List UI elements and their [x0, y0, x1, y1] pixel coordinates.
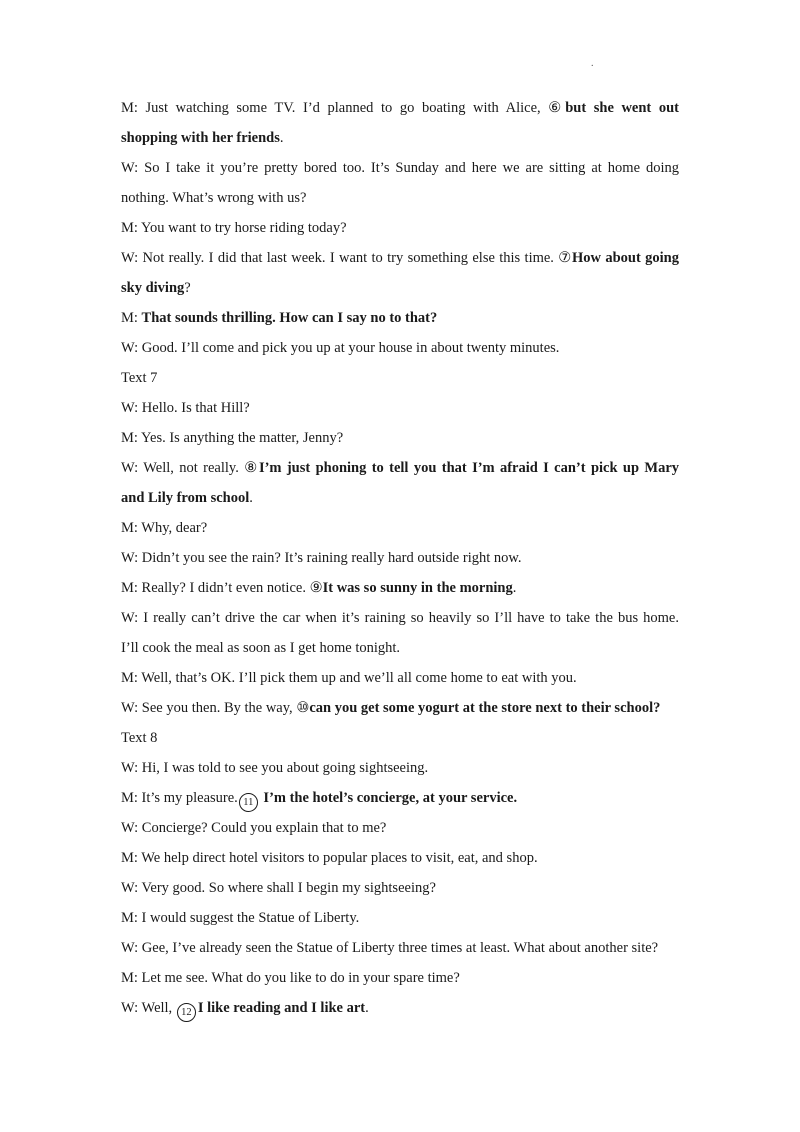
- transcript-line: [121, 213, 679, 243]
- transcript-line: [121, 423, 679, 453]
- line-text: W: See you then. By the way,: [121, 700, 297, 716]
- transcript-line: [121, 933, 679, 963]
- line-text: .: [512, 580, 517, 596]
- transcript-line: [121, 813, 679, 843]
- line-text: W: Gee, I’ve already seen the Statue of Liberty three times at least. What about another site?: [121, 940, 659, 956]
- line-text: .: [279, 130, 284, 146]
- transcript-line: [121, 543, 679, 573]
- line-text: M: We help direct hotel visitors to popular places to visit, eat, and shop.: [121, 850, 538, 866]
- line-text: M: I would suggest the Statue of Liberty.: [121, 910, 360, 926]
- line-text: .: [249, 490, 253, 506]
- transcript-line: [121, 273, 679, 303]
- transcript-line: [121, 783, 679, 813]
- line-text: Text 7: [121, 370, 158, 386]
- transcript-line: [121, 393, 679, 423]
- transcript-line: [121, 723, 679, 753]
- bold-answer-text: shopping with her friends: [121, 130, 280, 146]
- line-text: M: It’s my pleasure.: [121, 790, 238, 806]
- bold-answer-text: How about going: [572, 250, 679, 266]
- transcript-line: [121, 693, 679, 723]
- line-text: ?: [184, 280, 191, 296]
- transcript-line: [121, 873, 679, 903]
- page-mark: .: [591, 58, 594, 69]
- bold-answer-text: can you get some yogurt at the store next to their school?: [309, 700, 661, 716]
- bold-answer-text: It was so sunny in the morning: [322, 580, 513, 596]
- bold-answer-text: That sounds thrilling. How can I say no to that?: [141, 310, 438, 326]
- line-text: I’ll cook the meal as soon as I get home tonight.: [121, 640, 401, 656]
- line-text: W: So I take it you’re pretty bored too. It’s Sunday and here we are sitting at home doing: [121, 160, 679, 176]
- line-text: W: I really can’t drive the car when it’s raining so heavily so I’ll have to take the bus home.: [121, 610, 679, 626]
- line-text: W: Concierge? Could you explain that to me?: [121, 820, 387, 836]
- transcript-line: [121, 333, 679, 363]
- transcript-line: [121, 513, 679, 543]
- line-text: Text 8: [121, 730, 158, 746]
- transcript-line: [121, 453, 679, 483]
- line-text: W: Well, not really.: [121, 460, 245, 476]
- line-text: M: Why, dear?: [121, 520, 208, 536]
- transcript-line: [121, 903, 679, 933]
- line-text: W: Good. I’ll come and pick you up at your house in about twenty minutes.: [121, 340, 560, 356]
- line-text: W: Didn’t you see the rain? It’s raining really hard outside right now.: [121, 550, 522, 566]
- transcript-line: [121, 183, 679, 213]
- line-text: ⑦: [558, 250, 572, 266]
- line-text: M: Well, that’s OK. I’ll pick them up and we’ll all come home to eat with you.: [121, 670, 577, 686]
- line-text: M:: [121, 310, 142, 326]
- bold-answer-text: I’m just phoning to tell you that I’m afraid I can’t pick up Mary: [258, 460, 679, 476]
- line-text: W: Hi, I was told to see you about going sightseeing.: [121, 760, 429, 776]
- transcript-line: [121, 963, 679, 993]
- transcript-body: [121, 93, 679, 1023]
- transcript-line: [121, 843, 679, 873]
- transcript-line: [121, 243, 679, 273]
- line-text: ⑥: [548, 100, 566, 116]
- line-text: W: Hello. Is that Hill?: [121, 400, 250, 416]
- line-text: .: [365, 1000, 369, 1016]
- transcript-line: [121, 993, 679, 1023]
- transcript-line: [121, 633, 679, 663]
- transcript-line: [121, 603, 679, 633]
- line-text: M: Let me see. What do you like to do in your spare time?: [121, 970, 460, 986]
- line-text: W: Very good. So where shall I begin my sightseeing?: [121, 880, 436, 896]
- line-text: ⑧: [244, 460, 259, 476]
- line-text: M: Really? I didn’t even notice.: [121, 580, 310, 596]
- transcript-line: [121, 153, 679, 183]
- line-text: nothing. What’s wrong with us?: [121, 190, 307, 206]
- line-text: ⑨: [309, 580, 323, 596]
- bold-answer-text: I like reading and I like art: [197, 1000, 366, 1016]
- transcript-line: [121, 753, 679, 783]
- line-text: W: Not really. I did that last week. I want to try something else this time.: [121, 250, 559, 266]
- transcript-line: [121, 363, 679, 393]
- circled-number: 12: [177, 1003, 196, 1022]
- transcript-line: [121, 573, 679, 603]
- bold-answer-text: and Lily from school: [121, 490, 250, 506]
- bold-answer-text: I’m the hotel’s concierge, at your service.: [263, 790, 518, 806]
- line-text: M: Yes. Is anything the matter, Jenny?: [121, 430, 344, 446]
- transcript-line: [121, 303, 679, 333]
- circled-number: 11: [239, 793, 258, 812]
- bold-answer-text: but she went out: [565, 100, 679, 116]
- transcript-line: [121, 123, 679, 153]
- line-text: M: You want to try horse riding today?: [121, 220, 347, 236]
- bold-answer-text: sky diving: [121, 280, 185, 296]
- transcript-line: [121, 663, 679, 693]
- transcript-line: [121, 93, 679, 123]
- line-text: W: Well,: [121, 1000, 176, 1016]
- transcript-line: [121, 483, 679, 513]
- line-text: M: Just watching some TV. I’d planned to go boating with Alice,: [121, 100, 549, 116]
- line-text: ⑩: [296, 700, 310, 716]
